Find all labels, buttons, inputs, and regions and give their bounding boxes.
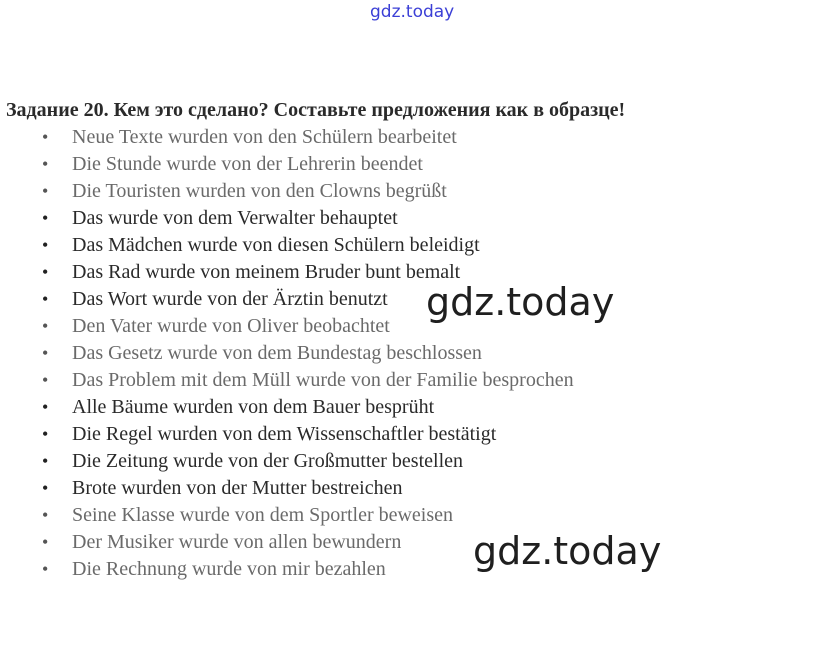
sentence-text: Das Gesetz wurde von dem Bundestag beschlossen bbox=[72, 342, 482, 364]
sentence-text: Die Stunde wurde von der Lehrerin beendet bbox=[72, 153, 423, 175]
bullet-icon: • bbox=[42, 316, 49, 336]
bullet-icon: • bbox=[42, 370, 49, 390]
bullet-icon: • bbox=[42, 505, 49, 525]
sentence-text: Das Mädchen wurde von diesen Schülern beleidigt bbox=[72, 234, 480, 256]
bullet-icon: • bbox=[42, 154, 49, 174]
sentence-text: Die Zeitung wurde von der Großmutter bestellen bbox=[72, 450, 463, 472]
sentence-text: Das Wort wurde von der Ärztin benutzt bbox=[72, 288, 388, 310]
bullet-icon: • bbox=[42, 262, 49, 282]
sentence-text: Den Vater wurde von Oliver beobachtet bbox=[72, 315, 390, 337]
sentence-text: Die Touristen wurden von den Clowns begrüßt bbox=[72, 180, 447, 202]
bullet-icon: • bbox=[42, 532, 49, 552]
bullet-icon: • bbox=[42, 181, 49, 201]
task-heading: Задание 20. Кем это сделано? Составьте предложения как в образце! bbox=[6, 99, 626, 121]
bullet-icon: • bbox=[42, 289, 49, 309]
sentence-text: Brote wurden von der Mutter bestreichen bbox=[72, 477, 403, 499]
sentence-text: Das wurde von dem Verwalter behauptet bbox=[72, 207, 398, 229]
sentence-text: Seine Klasse wurde von dem Sportler beweisen bbox=[72, 504, 454, 526]
watermark-bottom: gdz.today bbox=[473, 529, 662, 573]
bullet-icon: • bbox=[42, 424, 49, 444]
bullet-icon: • bbox=[42, 559, 49, 579]
bullet-icon: • bbox=[42, 397, 49, 417]
bullet-icon: • bbox=[42, 235, 49, 255]
sentence-text: Das Rad wurde von meinem Bruder bunt bemalt bbox=[72, 261, 461, 283]
sentence-text: Alle Bäume wurden von dem Bauer besprüht bbox=[72, 396, 435, 418]
bullet-icon: • bbox=[42, 478, 49, 498]
bullet-icon: • bbox=[42, 127, 49, 147]
bullet-icon: • bbox=[42, 208, 49, 228]
bullet-icon: • bbox=[42, 343, 49, 363]
sentence-text: Das Problem mit dem Müll wurde von der Familie besprochen bbox=[72, 369, 574, 391]
bullet-icon: • bbox=[42, 451, 49, 471]
watermark-top: gdz.today bbox=[370, 2, 455, 22]
sentence-text: Die Rechnung wurde von mir bezahlen bbox=[72, 558, 386, 580]
watermark-middle: gdz.today bbox=[426, 280, 615, 324]
sentence-text: Der Musiker wurde von allen bewundern bbox=[72, 531, 402, 553]
sentence-text: Neue Texte wurden von den Schülern bearbeitet bbox=[72, 126, 457, 148]
sentence-text: Die Regel wurden von dem Wissenschaftler bestätigt bbox=[72, 423, 497, 445]
